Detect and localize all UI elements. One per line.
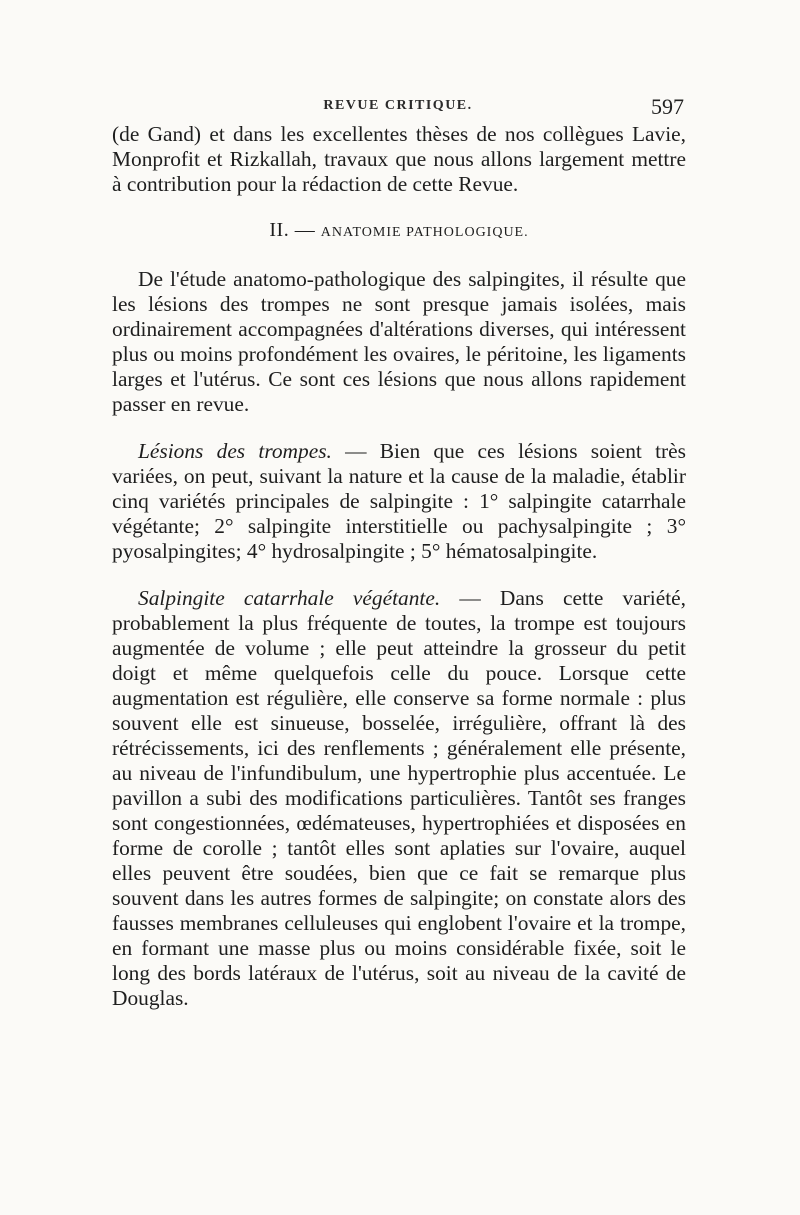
page-number: 597 — [651, 94, 684, 119]
paragraph-catarrhale — [112, 586, 686, 1011]
paragraph-lesions-text: — Bien que ces lésions soient très variées, on peut, suivant la nature et la cause de la maladie, établir cinq variétés principales de salpingite : 1° salpingite catarrhale végétante; 2° salpingite interstitielle ou pachysalpingite ; 3° pyosalpingites; 4° hydrosalpingite ; 5° hématosalpingite. — [112, 439, 687, 563]
paragraph-intro: De l'étude anatomo-pathologique des salpingites, il résulte que les lésions des trompes ne sont presque jamais isolées, mais ordinairement accompagnées d'altérations diverses, qui intéressent plus ou moins profondément les ovaires, le péritoine, les ligaments larges et l'utérus. Ce sont ces lésions que nous allons rapidement passer en revue. — [112, 267, 686, 416]
paragraph-continuation: (de Gand) et dans les excellentes thèses de nos collègues Lavie, Monprofit et Rizkallah, travaux que nous allons largement mettre à contribution pour la rédaction de cette Revue. — [112, 122, 686, 196]
body-text — [112, 122, 686, 1011]
running-head — [112, 96, 684, 120]
section-heading — [112, 218, 686, 245]
paragraph-gap — [112, 417, 686, 439]
paragraph-lesions-lead: Lésions des trompes. — [138, 439, 332, 463]
paragraph-lesions — [112, 439, 686, 564]
paragraph-catarrhale-lead: Salpingite catarrhale végétante. — [138, 586, 441, 610]
section-number: II. — — [269, 219, 321, 241]
running-title: REVUE CRITIQUE. — [323, 98, 473, 113]
paragraph-catarrhale-text: — Dans cette variété, probablement la plus fréquente de toutes, la trompe est toujours augmentée de volume ; elle peut atteindre la grosseur du petit doigt et même quelquefois celle du pouce. Lorsque cette augmentation est régulière, elle conserve sa forme normale : plus souvent elle est sinueuse, bosselée, irrégulière, offrant là des rétrécissements, ici des renflements ; généralement elle présente, au niveau de l'infundibulum, une hypertrophie plus accentuée. Le pavillon a subi des modifications particulières. Tantôt ses franges sont congestionnées, œdémateuses, hypertrophiées et disposées en forme de corolle ; tantôt elles sont aplaties sur l'ovaire, auquel elles peuvent être soudées, bien que ce fait se remarque plus souvent dans les autres formes de salpingite; on constate alors des fausses membranes celluleuses qui englobent l'ovaire et la trompe, en formant une masse plus ou moins considérable fixée, soit le long des bords latéraux de l'utérus, soit au niveau de la cavité de Douglas. — [112, 586, 686, 1010]
paragraph-gap — [112, 564, 686, 586]
section-title: ANATOMIE PATHOLOGIQUE. — [320, 225, 529, 240]
